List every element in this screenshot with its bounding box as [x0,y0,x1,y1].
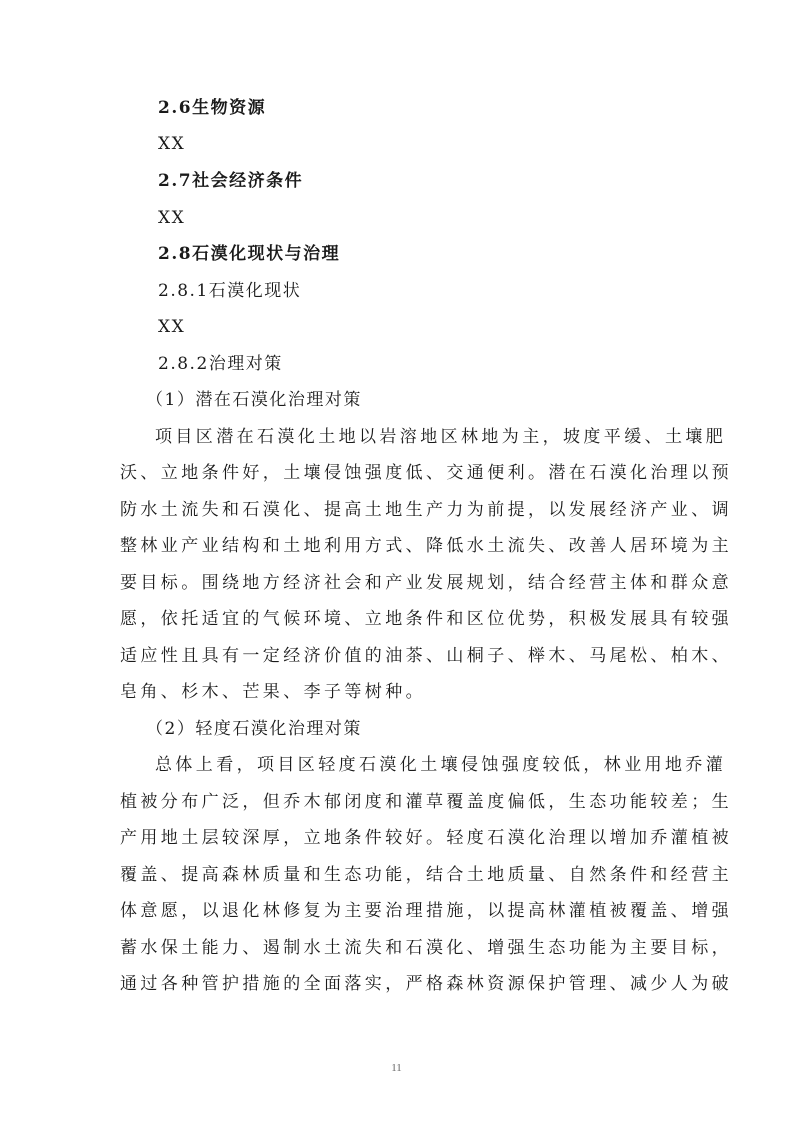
paragraph-line: 总体上看，项目区轻度石漠化土壤侵蚀强度较低，林业用地乔灌 [155,755,727,775]
paragraph-line: 整林业产业结构和土地利用方式、降低水土流失、改善人居环境为主 [120,536,732,556]
paragraph-line: 要目标。围绕地方经济社会和产业发展规划，结合经营主体和群众意 [120,573,732,593]
heading-2-6-biological-resources: 2.6生物资源 [158,98,267,118]
page-number: 11 [391,1062,402,1074]
placeholder-text: XX [158,134,186,154]
paragraph-line: 沃、立地条件好，土壤侵蚀强度低、交通便利。潜在石漠化治理以预 [120,463,732,483]
placeholder-text: XX [158,208,186,228]
heading-2-8-2-countermeasures: 2.8.2治理对策 [158,354,283,374]
paragraph-line: 覆盖、提高森林质量和生态功能，结合土地质量、自然条件和经营主 [120,865,732,885]
paragraph-line: 项目区潜在石漠化土地以岩溶地区林地为主，坡度平缓、土壤肥 [155,427,727,447]
paragraph-line: 皂角、杉木、芒果、李子等树种。 [120,682,426,702]
heading-2-8-rocky-desertification: 2.8石漠化现状与治理 [158,244,341,264]
heading-2-8-1-current-status: 2.8.1石漠化现状 [158,281,302,301]
subheading-potential-desertification: （1）潜在石漠化治理对策 [146,390,362,410]
paragraph-line: 防水土流失和石漠化、提高土地生产力为前提，以发展经济产业、调 [120,500,732,520]
paragraph-line: 植被分布广泛，但乔木郁闭度和灌草覆盖度偏低，生态功能较差；生 [120,792,732,812]
heading-2-7-socioeconomic-conditions: 2.7社会经济条件 [158,171,304,191]
subheading-light-desertification: （2）轻度石漠化治理对策 [146,719,362,739]
paragraph-line: 适应性且具有一定经济价值的油茶、山桐子、榉木、马尾松、柏木、 [120,646,732,666]
paragraph-line: 蓄水保土能力、遏制水土流失和石漠化、增强生态功能为主要目标， [120,938,732,958]
paragraph-line: 愿，依托适宜的气候环境、立地条件和区位优势，积极发展具有较强 [120,609,732,629]
paragraph-line: 产用地土层较深厚，立地条件较好。轻度石漠化治理以增加乔灌植被 [120,828,732,848]
placeholder-text: XX [158,317,186,337]
paragraph-line: 通过各种管护措施的全面落实，严格森林资源保护管理、减少人为破 [120,974,732,994]
paragraph-line: 体意愿，以退化林修复为主要治理措施，以提高林灌植被覆盖、增强 [120,901,732,921]
